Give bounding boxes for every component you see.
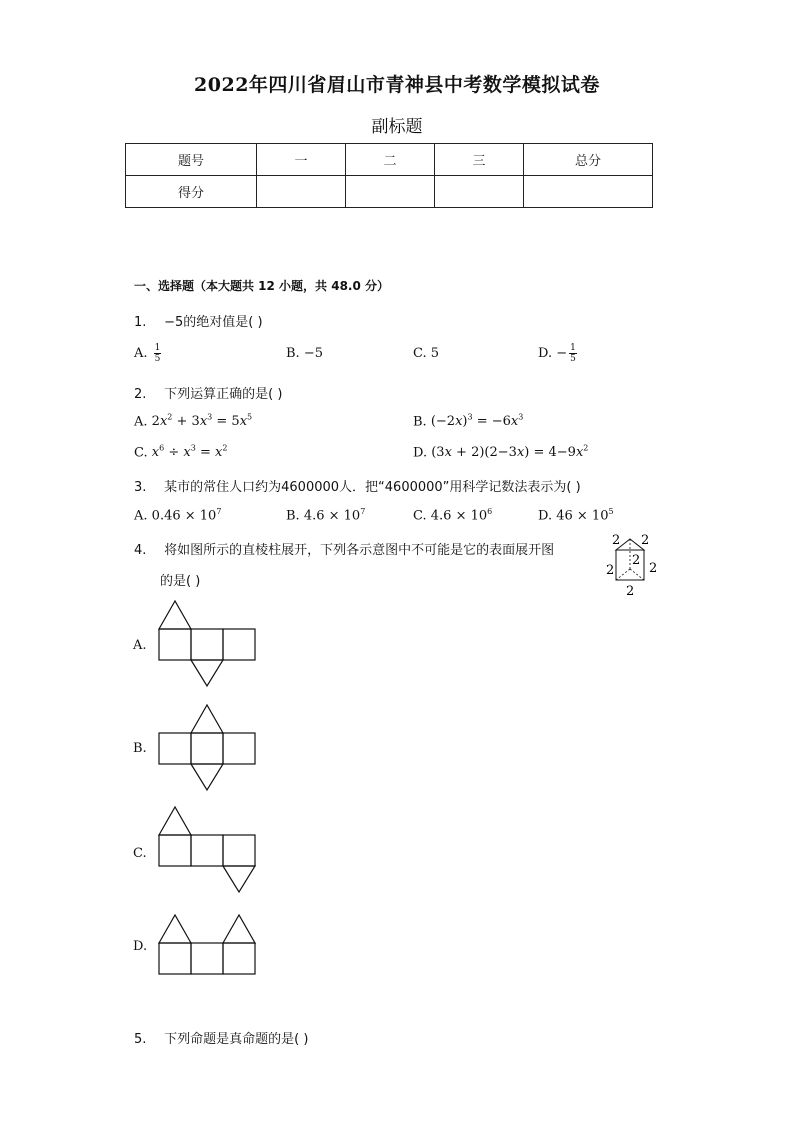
question-4 [134, 539, 554, 558]
fraction-numerator: 1 [570, 343, 576, 353]
figure-label: 2 [641, 533, 650, 548]
page-subtitle: 副标题 [371, 117, 423, 137]
question-number: 1. [134, 315, 147, 330]
option-text: 5 [430, 346, 440, 361]
section-heading: 一、选择题（本大题共 12 小题，共 48.0 分） [134, 279, 390, 293]
score-table-header-row [126, 144, 653, 176]
fraction-numerator: 1 [154, 343, 161, 353]
question-stem: 下列命题是真命题的是( ) [164, 1032, 309, 1047]
fraction [154, 343, 162, 364]
option-base: 46 × 10 [556, 508, 609, 524]
question-stem-line1: 将如图所示的直棱柱展开，下列各示意图中不可能是它的表面展开图 [164, 543, 555, 558]
option-label: A. [134, 414, 148, 430]
figure-label: 2 [649, 561, 658, 576]
option-label: C. [134, 445, 148, 461]
option-c[interactable] [134, 444, 227, 460]
figure-label: 2 [626, 584, 635, 599]
option-prefix: − [556, 346, 568, 361]
option-text: −5 [303, 346, 323, 361]
option-b[interactable] [133, 741, 147, 756]
figure-label: 2 [612, 533, 621, 548]
score-cell [524, 176, 653, 208]
question-3 [134, 476, 581, 495]
option-label: B. [286, 508, 300, 524]
option-label: A. [134, 346, 148, 361]
question-number: 3. [134, 480, 147, 495]
option-b[interactable] [286, 346, 323, 361]
option-label: D. [413, 445, 428, 461]
figure-label: 2 [606, 563, 615, 578]
score-header-cell: 题号 [126, 144, 257, 176]
option-d[interactable] [538, 507, 614, 523]
option-exponent: 6 [487, 507, 493, 516]
option-d[interactable] [133, 939, 147, 954]
question-4-line2: 的是( ) [160, 574, 201, 589]
math-expression: $(-2x)^3 = -6x^3$ [430, 413, 524, 430]
option-a[interactable] [133, 638, 147, 653]
math-expression: $x^6 \div x^3 = x^2$ [151, 444, 228, 461]
math-expression: $(3x + 2)(2-3x) = 4-9x^2$ [431, 444, 589, 461]
option-c[interactable] [413, 507, 492, 523]
option-b[interactable] [413, 413, 523, 429]
score-header-cell: 一 [257, 144, 346, 176]
option-base: 4.6 × 10 [430, 508, 488, 524]
question-stem: 下列运算正确的是( ) [164, 387, 283, 402]
option-label: C. [413, 346, 427, 361]
option-c[interactable] [413, 346, 439, 361]
option-exponent: 7 [216, 507, 222, 516]
score-header-cell: 三 [435, 144, 524, 176]
net-b-figure[interactable] [158, 704, 258, 794]
question-1 [134, 311, 263, 330]
question-number: 4. [134, 543, 147, 558]
question-5 [134, 1028, 308, 1047]
option-a[interactable] [134, 413, 252, 429]
page-title: 2022年四川省眉山市青神县中考数学模拟试卷 [194, 74, 600, 96]
score-header-cell: 总分 [524, 144, 653, 176]
option-label: D. [538, 508, 553, 524]
option-exponent: 5 [608, 507, 614, 516]
option-label: A. [133, 638, 147, 653]
option-d[interactable] [413, 444, 588, 460]
figure-label: 2 [632, 553, 641, 568]
question-2 [134, 383, 282, 402]
option-label: A. [134, 508, 148, 524]
fraction [569, 343, 577, 364]
option-label: B. [286, 346, 300, 361]
question-number: 2. [134, 387, 147, 402]
fraction-denominator: 5 [154, 354, 161, 364]
net-c-figure[interactable] [158, 806, 258, 896]
question-stem: 某市的常住人口约为4600000人．把“4600000”用科学记数法表示为( ) [164, 480, 581, 495]
option-base: 4.6 × 10 [303, 508, 361, 524]
option-label: C. [133, 846, 147, 861]
score-cell [435, 176, 524, 208]
math-expression: $2x^2 + 3x^3 = 5x^5$ [151, 413, 253, 430]
fraction-denominator: 5 [570, 354, 576, 364]
option-a[interactable] [134, 507, 221, 523]
option-label: D. [538, 346, 553, 361]
score-table [125, 143, 653, 208]
option-c[interactable] [133, 846, 147, 861]
option-base: 0.46 × 10 [151, 508, 217, 524]
option-label: C. [413, 508, 427, 524]
score-cell [346, 176, 435, 208]
option-a[interactable] [134, 343, 161, 364]
prism-figure [600, 532, 670, 602]
option-label: D. [133, 939, 148, 954]
option-label: B. [133, 741, 147, 756]
score-table-score-row [126, 176, 653, 208]
question-number: 5. [134, 1032, 147, 1047]
net-d-figure[interactable] [158, 914, 258, 978]
option-b[interactable] [286, 507, 365, 523]
score-header-cell: 二 [346, 144, 435, 176]
question-stem: −5的绝对值是( ) [164, 315, 263, 330]
score-cell [257, 176, 346, 208]
score-row-label: 得分 [126, 176, 257, 208]
option-exponent: 7 [360, 507, 366, 516]
option-label: B. [413, 414, 427, 430]
net-a-figure[interactable] [158, 600, 258, 690]
option-d[interactable] [538, 343, 577, 364]
